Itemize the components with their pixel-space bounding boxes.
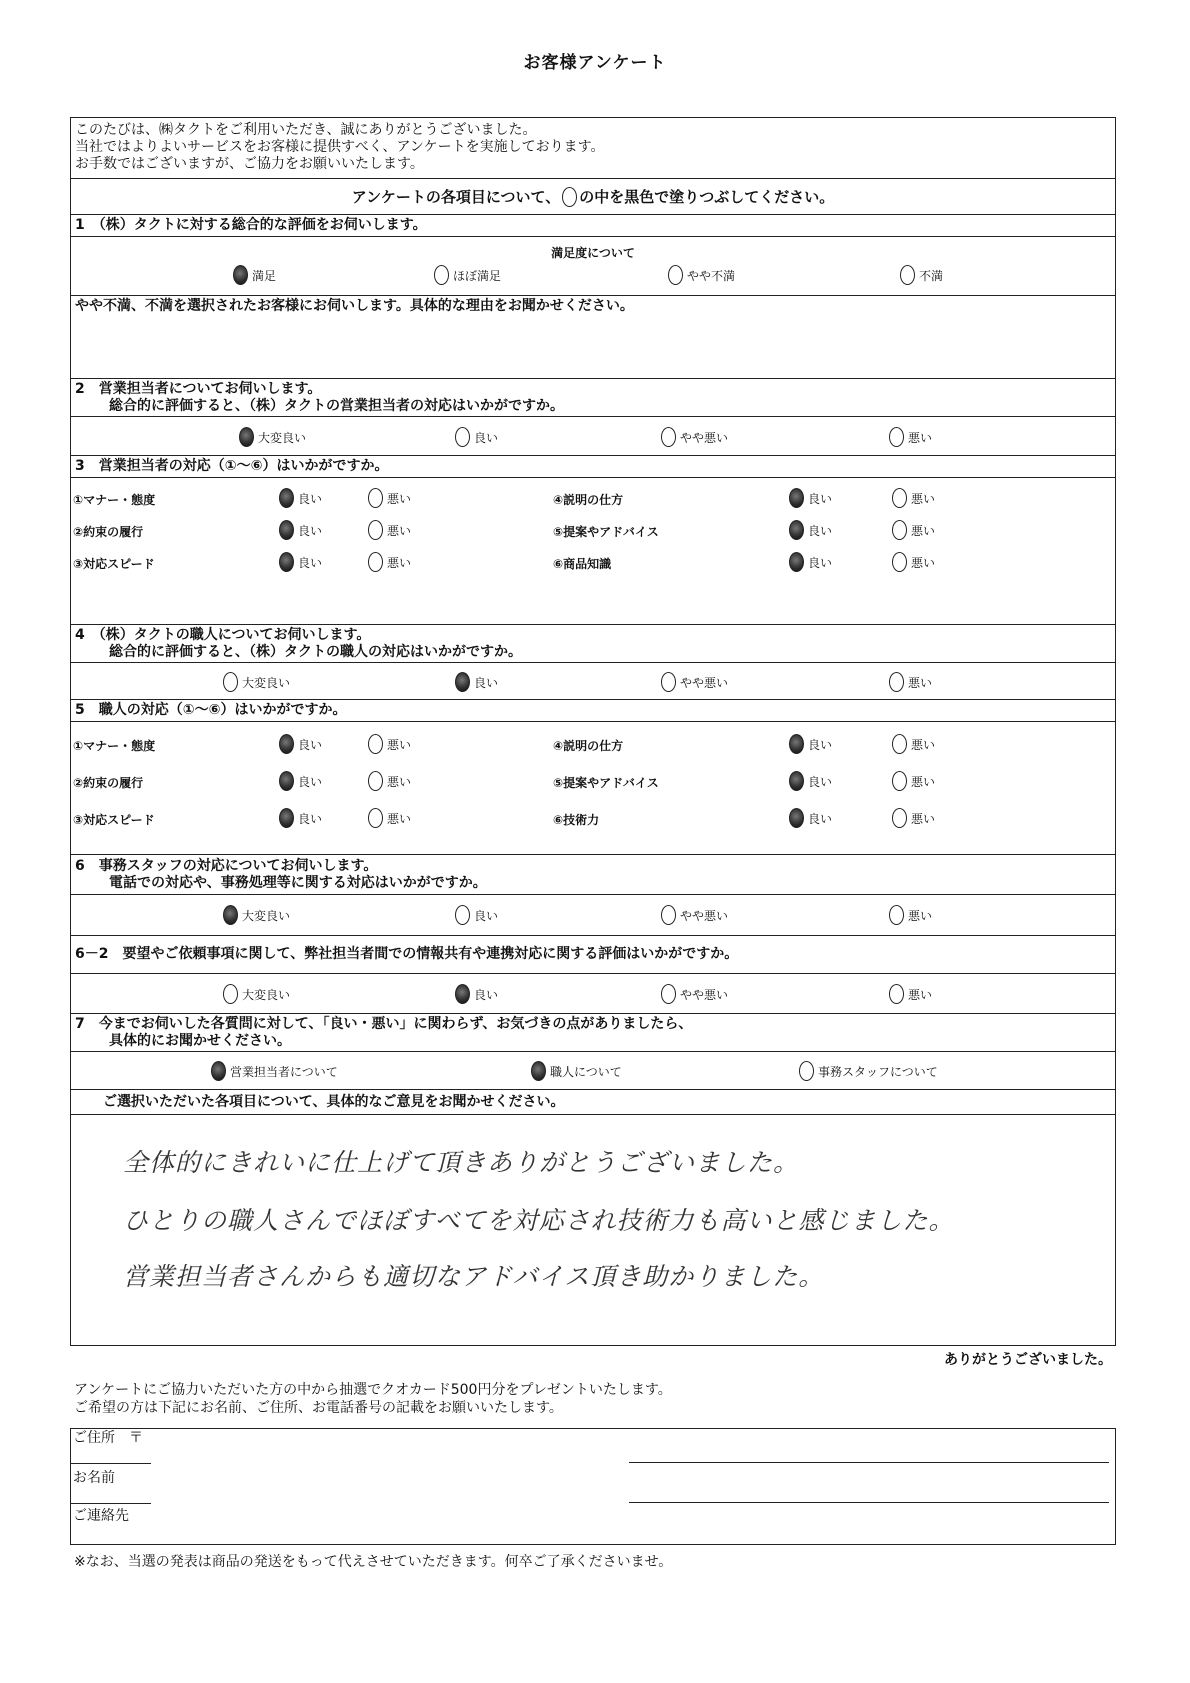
- address-input-line[interactable]: [629, 1462, 1109, 1463]
- radio-filled-icon: [223, 905, 238, 925]
- radio-empty-icon: [368, 808, 383, 828]
- q4-subtitle: 総合的に評価すると、（株）タクトの職人の対応はいかがですか。: [109, 644, 522, 660]
- q3-title-row: [71, 455, 1115, 477]
- checkbox-filled-icon: [211, 1061, 226, 1081]
- radio-filled-icon: [233, 265, 248, 285]
- q5-item-1-good[interactable]: 良い: [279, 771, 322, 791]
- radio-filled-icon: [279, 520, 294, 540]
- q4-option-1[interactable]: 良い: [455, 672, 498, 692]
- q7-title: 7 今までお伺いした各質問に対して、「良い・悪い」に関わらず、お気づきの点がありましたら、: [75, 1016, 693, 1032]
- q5-title: 5 職人の対応（①～⑥）はいかがですか。: [75, 702, 347, 718]
- radio-filled-icon: [279, 552, 294, 572]
- intro-line: お手数ではございますが、ご協力をお願いいたします。: [75, 156, 424, 172]
- q62-title: 6－2 要望やご依頼事項に関して、弊社担当者間での情報共有や連携対応に関する評価はいかがですか。: [75, 946, 739, 962]
- radio-filled-icon: [279, 488, 294, 508]
- survey-form: [70, 117, 1116, 1346]
- q5-item-4-good[interactable]: 良い: [789, 771, 832, 791]
- instruction-text: の中を黒色で塗りつぶしてください。: [579, 188, 835, 206]
- q3-item-label: ①マナー・態度: [73, 493, 156, 507]
- radio-filled-icon: [279, 771, 294, 791]
- q7-comment-prompt-row: [71, 1089, 1115, 1114]
- oval-example-icon: [562, 187, 577, 207]
- q3-item-3-bad[interactable]: 悪い: [892, 488, 935, 508]
- q5-item-4-bad[interactable]: 悪い: [892, 771, 935, 791]
- radio-filled-icon: [789, 808, 804, 828]
- q4-title: 4 （株）タクトの職人についてお伺いします。: [75, 627, 371, 643]
- q2-option-2[interactable]: やや悪い: [661, 427, 728, 447]
- radio-filled-icon: [279, 808, 294, 828]
- handwritten-line: 全体的にきれいに仕上げて頂きありがとうございました。: [123, 1148, 800, 1177]
- q3-item-label: ③対応スピード: [73, 557, 155, 571]
- q6-option-1[interactable]: 良い: [455, 905, 498, 925]
- q4-options-row: [71, 662, 1115, 699]
- q3-item-2-bad[interactable]: 悪い: [368, 552, 411, 572]
- q4-option-0[interactable]: 大変良い: [223, 672, 290, 692]
- q5-item-label: ③対応スピード: [73, 813, 155, 827]
- radio-empty-icon: [668, 265, 683, 285]
- q5-item-0-bad[interactable]: 悪い: [368, 734, 411, 754]
- intro-line: 当社ではよりよいサービスをお客様に提供すべく、アンケートを実施しております。: [75, 139, 605, 155]
- q7-option-2[interactable]: 事務スタッフについて: [799, 1061, 938, 1081]
- radio-empty-icon: [892, 488, 907, 508]
- q5-item-label: ⑤提案やアドバイス: [553, 776, 659, 790]
- name-input-line[interactable]: [629, 1502, 1109, 1503]
- radio-empty-icon: [661, 427, 676, 447]
- label-underline: [71, 1503, 151, 1504]
- q3-item-1-bad[interactable]: 悪い: [368, 520, 411, 540]
- radio-empty-icon: [892, 520, 907, 540]
- q6-subtitle: 電話での対応や、事務処理等に関する対応はいかがですか。: [109, 875, 487, 891]
- radio-filled-icon: [279, 734, 294, 754]
- q7-subtitle: 具体的にお聞かせください。: [109, 1033, 291, 1049]
- radio-filled-icon: [239, 427, 254, 447]
- instruction-row: [71, 178, 1115, 214]
- radio-empty-icon: [889, 672, 904, 692]
- q5-item-1-bad[interactable]: 悪い: [368, 771, 411, 791]
- q6-option-0[interactable]: 大変良い: [223, 905, 290, 925]
- q5-item-0-good[interactable]: 良い: [279, 734, 322, 754]
- radio-empty-icon: [223, 984, 238, 1004]
- q6-option-3[interactable]: 悪い: [889, 905, 932, 925]
- radio-empty-icon: [892, 808, 907, 828]
- handwritten-line: 営業担当者さんからも適切なアドバイス頂き助かりました。: [123, 1262, 825, 1291]
- intro-line: このたびは、㈱タクトをご利用いただき、誠にありがとうございました。: [75, 122, 537, 138]
- thanks-text: ありがとうございました。: [944, 1352, 1112, 1368]
- q5-item-5-good[interactable]: 良い: [789, 808, 832, 828]
- q3-item-3-good[interactable]: 良い: [789, 488, 832, 508]
- radio-empty-icon: [892, 734, 907, 754]
- q1-title-row: [71, 214, 1115, 236]
- q5-item-3-bad[interactable]: 悪い: [892, 734, 935, 754]
- q62-title-row: [71, 935, 1115, 973]
- q3-item-label: ⑤提案やアドバイス: [553, 525, 659, 539]
- q1-reason-prompt: やや不満、不満を選択されたお客様にお伺いします。具体的な理由をお聞かせください。: [75, 298, 634, 314]
- radio-filled-icon: [789, 488, 804, 508]
- q62-option-1[interactable]: 良い: [455, 984, 498, 1004]
- q3-item-label: ④説明の仕方: [553, 493, 624, 507]
- radio-empty-icon: [368, 552, 383, 572]
- q5-item-5-bad[interactable]: 悪い: [892, 808, 935, 828]
- q5-item-label: ①マナー・態度: [73, 739, 156, 753]
- checkbox-filled-icon: [531, 1061, 546, 1081]
- radio-empty-icon: [661, 984, 676, 1004]
- q3-item-label: ②約束の履行: [73, 525, 144, 539]
- radio-filled-icon: [455, 984, 470, 1004]
- q62-option-2[interactable]: やや悪い: [661, 984, 728, 1004]
- q62-options-row: [71, 973, 1115, 1013]
- radio-filled-icon: [789, 734, 804, 754]
- q6-options-row: [71, 894, 1115, 935]
- q2-title: 2 営業担当者についてお伺いします。: [75, 381, 322, 397]
- q5-item-label: ⑥技術力: [553, 813, 600, 827]
- q3-item-2-good[interactable]: 良い: [279, 552, 322, 572]
- q5-item-label: ④説明の仕方: [553, 739, 624, 753]
- q5-grid: [71, 721, 1115, 854]
- page-title: お客様アンケート: [523, 53, 667, 73]
- radio-empty-icon: [892, 552, 907, 572]
- contact-form: [70, 1428, 1116, 1545]
- q1-options-row: [71, 236, 1115, 295]
- q5-item-label: ②約束の履行: [73, 776, 144, 790]
- radio-filled-icon: [789, 552, 804, 572]
- q1-option-0[interactable]: 満足: [233, 265, 276, 285]
- q5-item-2-bad[interactable]: 悪い: [368, 808, 411, 828]
- radio-empty-icon: [368, 734, 383, 754]
- label-underline: [71, 1463, 151, 1464]
- q3-title: 3 営業担当者の対応（①～⑥）はいかがですか。: [75, 458, 389, 474]
- q3-item-4-good[interactable]: 良い: [789, 520, 832, 540]
- radio-empty-icon: [368, 520, 383, 540]
- address-label: ご住所 〒: [73, 1430, 143, 1446]
- q5-item-2-good[interactable]: 良い: [279, 808, 322, 828]
- footnote: ※なお、当選の発表は商品の発送をもって代えさせていただきます。何卒ご了承くださいませ。: [74, 1554, 673, 1570]
- radio-empty-icon: [223, 672, 238, 692]
- q7-option-1[interactable]: 職人について: [531, 1061, 622, 1081]
- radio-empty-icon: [900, 265, 915, 285]
- q2-option-1[interactable]: 良い: [455, 427, 498, 447]
- instruction-text: アンケートの各項目について、: [351, 188, 561, 206]
- intro-section: [71, 118, 1115, 178]
- radio-filled-icon: [789, 771, 804, 791]
- q3-item-5-bad[interactable]: 悪い: [892, 552, 935, 572]
- radio-empty-icon: [889, 427, 904, 447]
- q2-title-row: [71, 378, 1115, 416]
- radio-empty-icon: [892, 771, 907, 791]
- q6-title: 6 事務スタッフの対応についてお伺いします。: [75, 858, 378, 874]
- q1-title: 1 （株）タクトに対する総合的な評価をお伺いします。: [75, 217, 427, 233]
- prize-line: アンケートにご協力いただいた方の中から抽選でクオカード500円分をプレゼントいたします。: [74, 1382, 672, 1398]
- q3-item-4-bad[interactable]: 悪い: [892, 520, 935, 540]
- radio-empty-icon: [889, 905, 904, 925]
- radio-empty-icon: [661, 672, 676, 692]
- q1-option-2[interactable]: やや不満: [668, 265, 735, 285]
- q4-option-2[interactable]: やや悪い: [661, 672, 728, 692]
- name-label: お名前: [73, 1470, 115, 1486]
- checkbox-empty-icon: [799, 1061, 814, 1081]
- q62-option-3[interactable]: 悪い: [889, 984, 932, 1004]
- radio-empty-icon: [368, 488, 383, 508]
- radio-empty-icon: [455, 905, 470, 925]
- radio-empty-icon: [661, 905, 676, 925]
- q3-item-5-good[interactable]: 良い: [789, 552, 832, 572]
- q1-option-3[interactable]: 不満: [900, 265, 943, 285]
- q7-title-row: [71, 1013, 1115, 1051]
- q2-options-row: [71, 416, 1115, 455]
- radio-empty-icon: [889, 984, 904, 1004]
- q4-title-row: [71, 624, 1115, 662]
- q3-item-0-good[interactable]: 良い: [279, 488, 322, 508]
- radio-empty-icon: [368, 771, 383, 791]
- radio-empty-icon: [455, 427, 470, 447]
- q5-item-3-good[interactable]: 良い: [789, 734, 832, 754]
- q3-item-label: ⑥商品知識: [553, 557, 612, 571]
- q6-option-2[interactable]: やや悪い: [661, 905, 728, 925]
- q7-option-0[interactable]: 営業担当者について: [211, 1061, 338, 1081]
- q4-option-3[interactable]: 悪い: [889, 672, 932, 692]
- q2-subtitle: 総合的に評価すると、（株）タクトの営業担当者の対応はいかがですか。: [109, 398, 564, 414]
- q7-options-row: [71, 1051, 1115, 1089]
- q3-grid: [71, 477, 1115, 588]
- q1-reason-box[interactable]: [71, 295, 1115, 378]
- q2-option-3[interactable]: 悪い: [889, 427, 932, 447]
- q2-option-0[interactable]: 大変良い: [239, 427, 306, 447]
- prize-line: ご希望の方は下記にお名前、ご住所、お電話番号の記載をお願いいたします。: [74, 1400, 563, 1416]
- handwritten-line: ひとりの職人さんでほぼすべてを対応され技術力も高いと感じました。: [123, 1206, 955, 1235]
- radio-filled-icon: [455, 672, 470, 692]
- q7-comment-box[interactable]: [71, 1114, 1115, 1345]
- q1-subheading: 満足度について: [551, 246, 635, 260]
- q3-item-1-good[interactable]: 良い: [279, 520, 322, 540]
- q1-option-1[interactable]: ほぼ満足: [434, 265, 501, 285]
- q7-comment-prompt: ご選択いただいた各項目について、具体的なご意見をお聞かせください。: [103, 1094, 565, 1110]
- radio-filled-icon: [789, 520, 804, 540]
- radio-empty-icon: [434, 265, 449, 285]
- q5-title-row: [71, 699, 1115, 721]
- q62-option-0[interactable]: 大変良い: [223, 984, 290, 1004]
- contact-label: ご連絡先: [73, 1508, 129, 1524]
- q3-item-0-bad[interactable]: 悪い: [368, 488, 411, 508]
- q6-title-row: [71, 854, 1115, 894]
